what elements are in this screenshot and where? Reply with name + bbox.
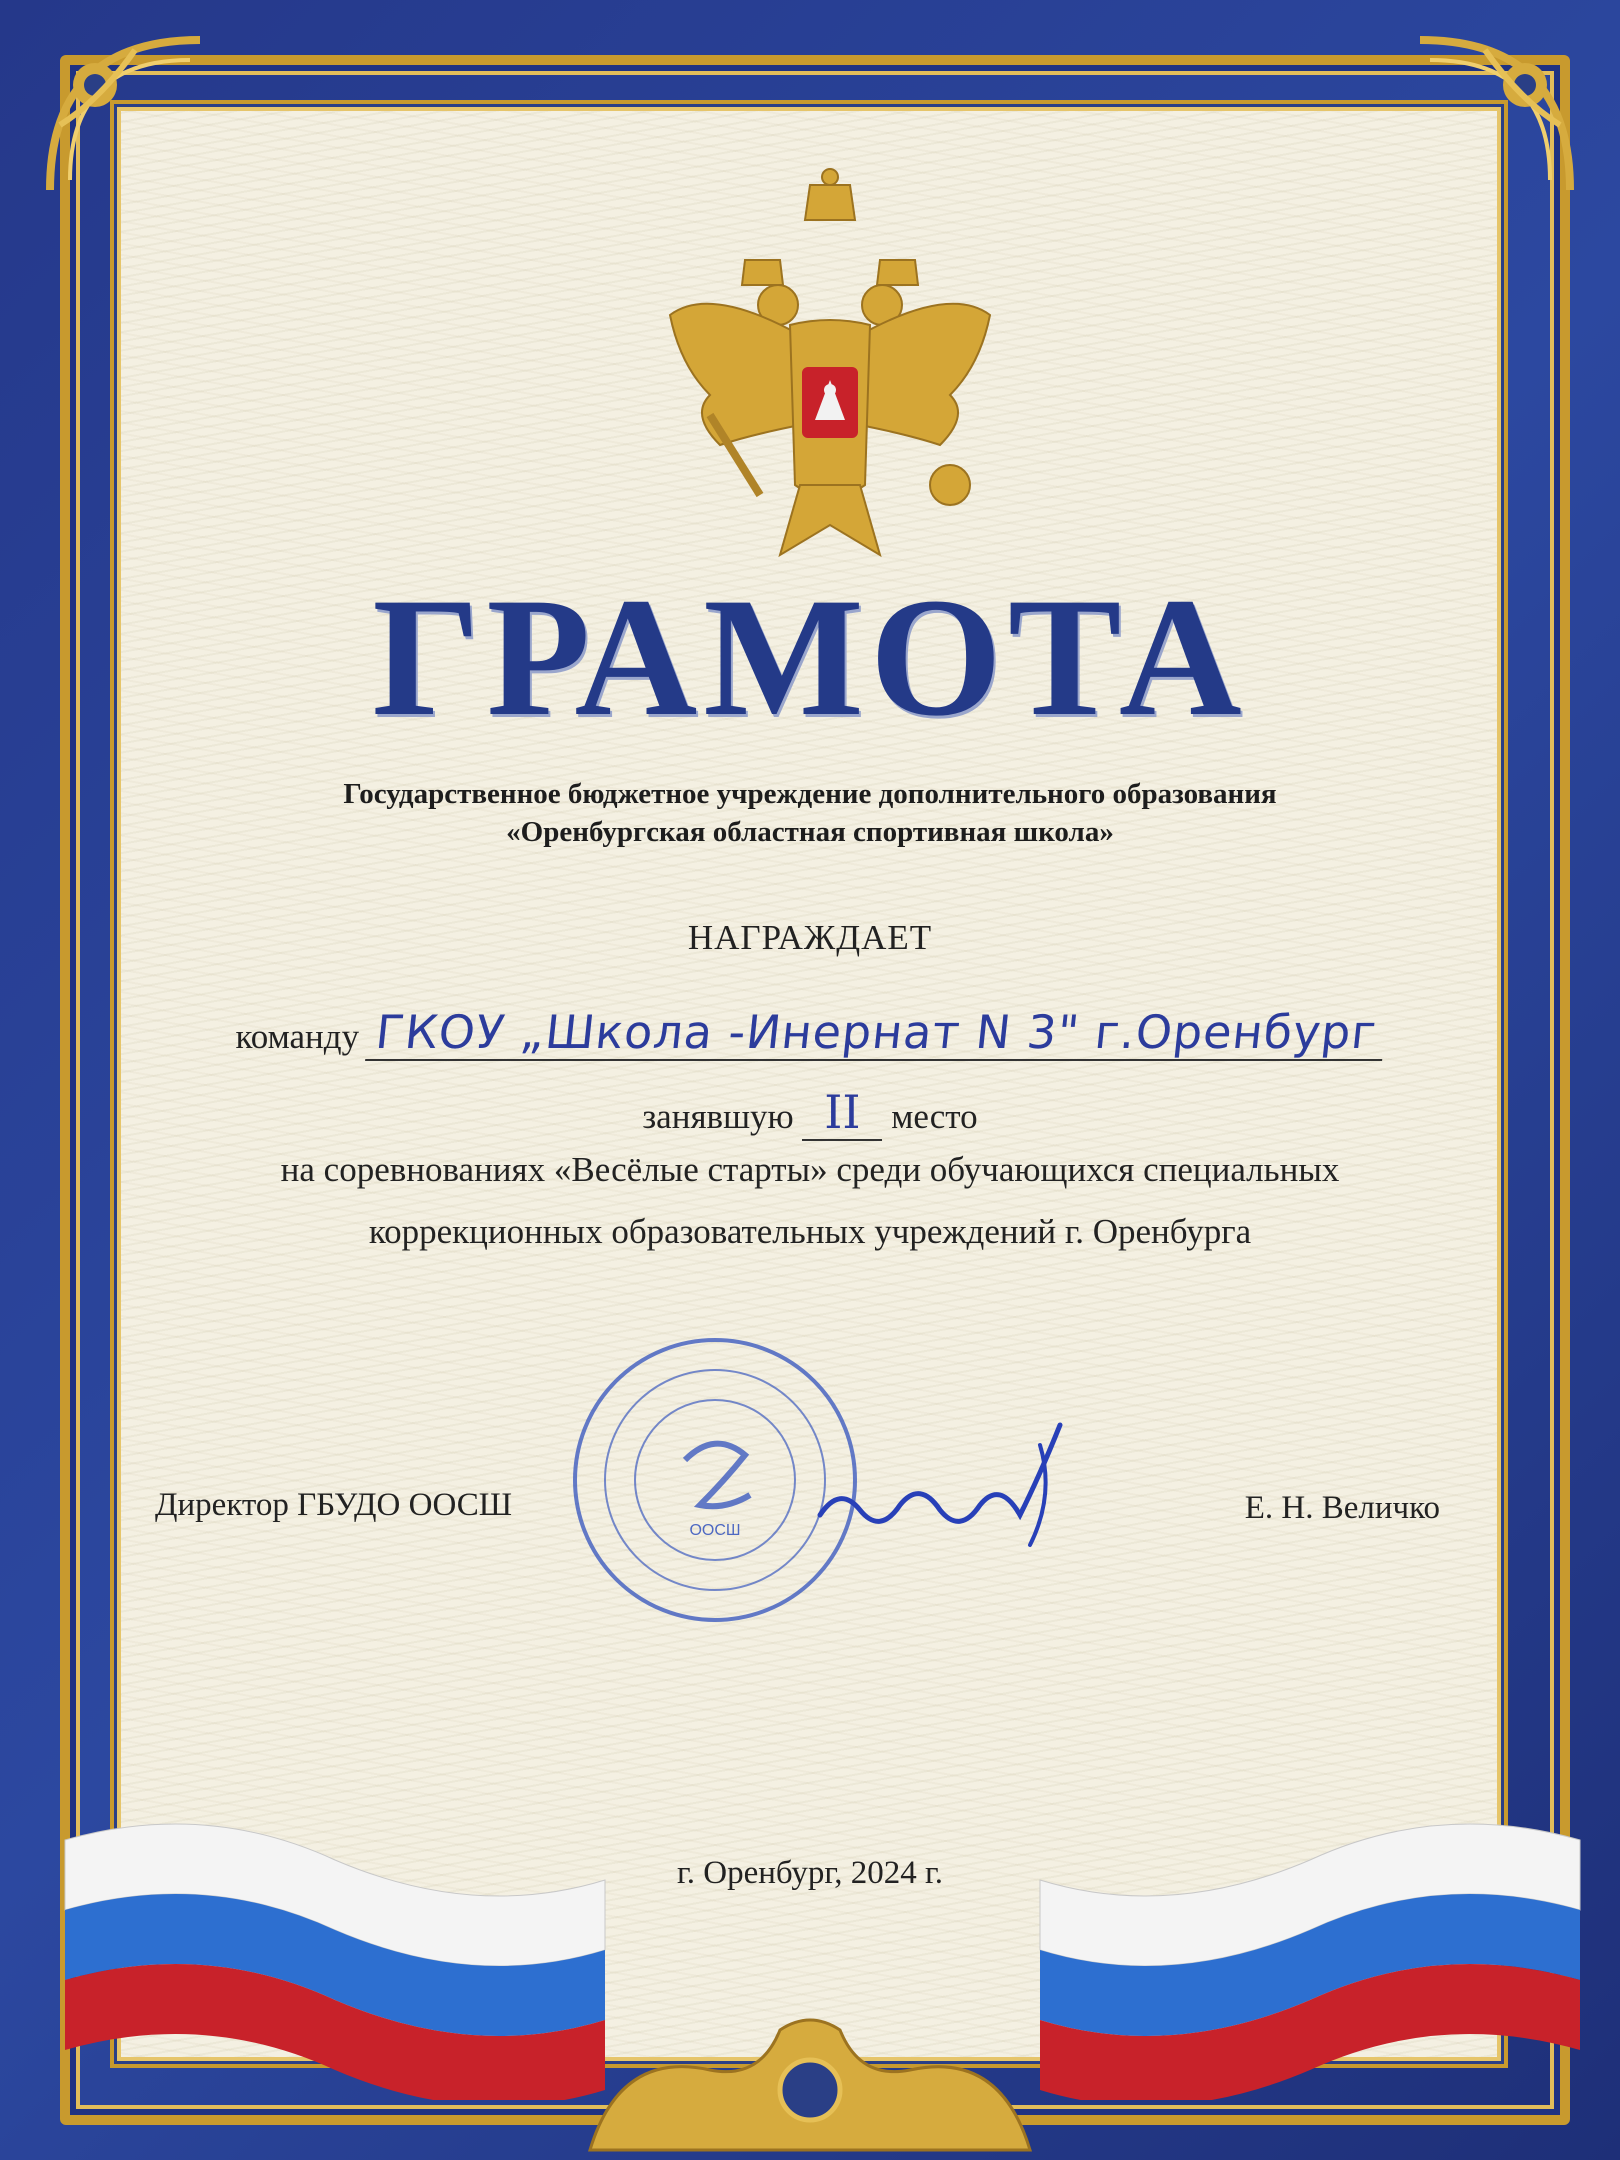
place-label-after: место — [891, 1097, 978, 1136]
place-and-year: г. Оренбург, 2024 г. — [676, 1855, 944, 1891]
russian-flag-icon — [55, 1800, 615, 2100]
double-headed-eagle-emblem-icon — [650, 165, 1010, 565]
organization-name — [160, 775, 1460, 851]
competition-line-2: коррекционных образовательных учреждений г. Оренбурга — [368, 1212, 1252, 1251]
place-handwritten-value: II — [802, 1085, 882, 1141]
signature-icon — [800, 1395, 1090, 1575]
team-label: команду — [235, 1017, 360, 1056]
team-handwritten-value: ГКОУ „Школа -Инернат N 3" г.Оренбург — [365, 1005, 1387, 1061]
place-label-before: занявшую — [642, 1097, 794, 1136]
bottom-ornament-icon — [560, 2010, 1060, 2160]
director-title: Директор ГБУДО ООСШ — [155, 1487, 513, 1523]
russian-flag-icon — [1030, 1800, 1590, 2100]
place-row — [160, 1085, 1460, 1141]
organization-line-2: «Оренбургская областная спортивная школа» — [506, 816, 1114, 848]
organization-line-1: Государственное бюджетное учреждение дополнительного образования — [343, 778, 1277, 810]
awards-heading: НАГРАЖДАЕТ — [687, 918, 933, 957]
stamp-center-text: ООСШ — [689, 1522, 741, 1539]
director-name: Е. Н. Величко — [1244, 1490, 1440, 1526]
competition-line-1: на соревнованиях «Весёлые старты» среди обучающихся специальных — [280, 1150, 1340, 1189]
team-row — [160, 1005, 1460, 1061]
certificate-title: ГРАМОТА — [372, 563, 1248, 751]
